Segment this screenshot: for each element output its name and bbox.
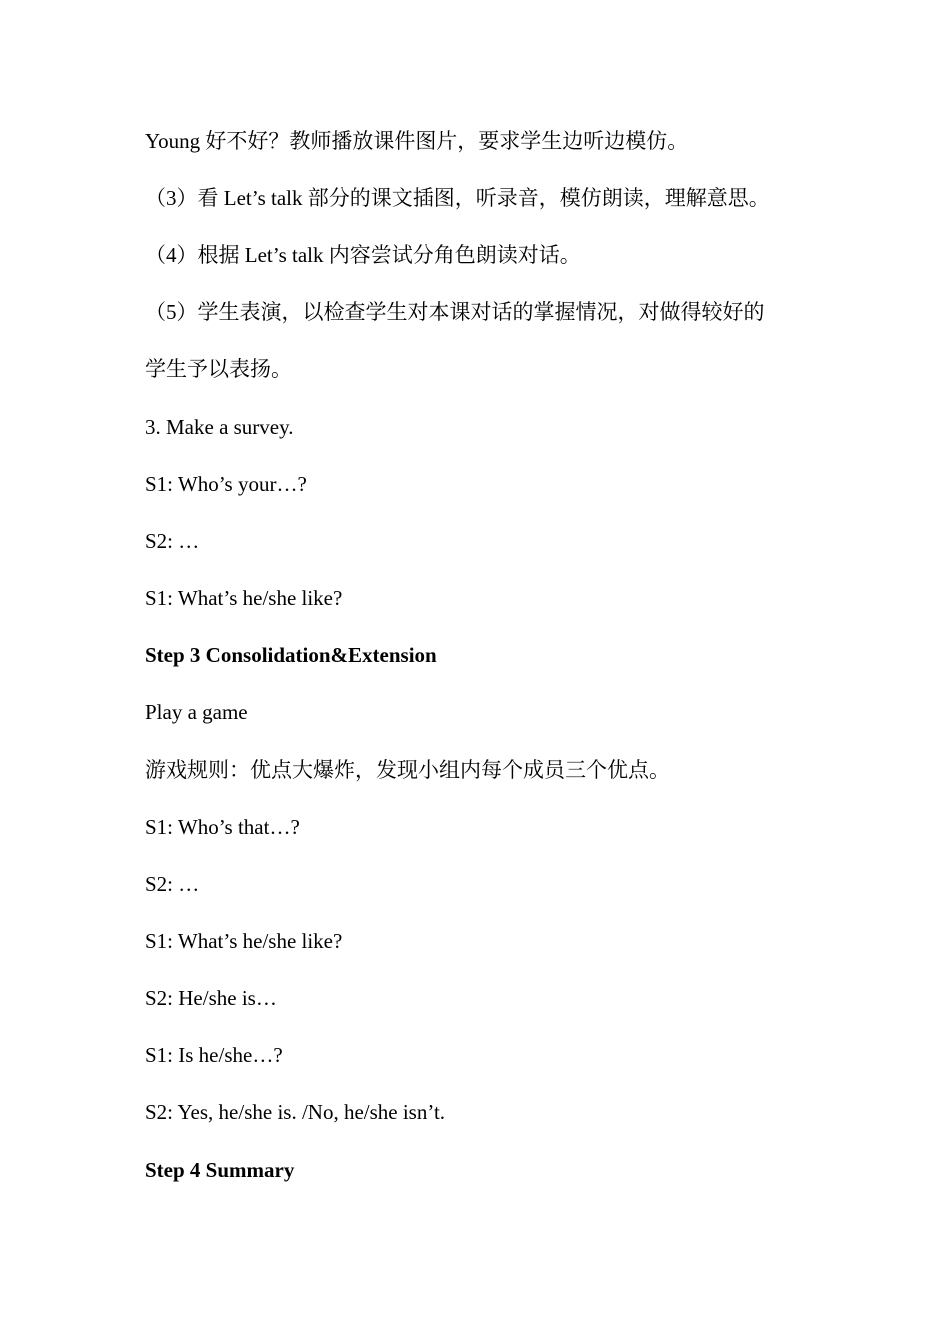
text-line: S1: What’s he/she like? [145,929,343,953]
text-line: 游戏规则：优点大爆炸，发现小组内每个成员三个优点。 [145,758,670,782]
section-heading: Step 4 Summary [145,1158,295,1182]
text-line: S2: … [145,872,200,896]
text-line: 3. Make a survey. [145,415,294,439]
text-line: Play a game [145,700,248,724]
text-line: （3）看 Let’s talk 部分的课文插图，听录音，模仿朗读，理解意思。 [145,186,770,210]
text-line: S1: What’s he/she like? [145,586,343,610]
text-line: 学生予以表扬。 [145,357,292,381]
text-line: S1: Who’s that…? [145,815,300,839]
text-line: Young 好不好？教师播放课件图片，要求学生边听边模仿。 [145,129,689,153]
text-line: S2: … [145,529,200,553]
text-line: S1: Is he/she…? [145,1043,283,1067]
text-line: S2: He/she is… [145,986,277,1010]
text-line: S1: Who’s your…? [145,472,307,496]
text-line: S2: Yes, he/she is. /No, he/she isn’t. [145,1100,446,1124]
text-line: （5）学生表演，以检查学生对本课对话的掌握情况，对做得较好的 [145,300,765,324]
section-heading: Step 3 Consolidation&Extension [145,643,437,667]
text-line: （4）根据 Let’s talk 内容尝试分角色朗读对话。 [145,243,581,267]
